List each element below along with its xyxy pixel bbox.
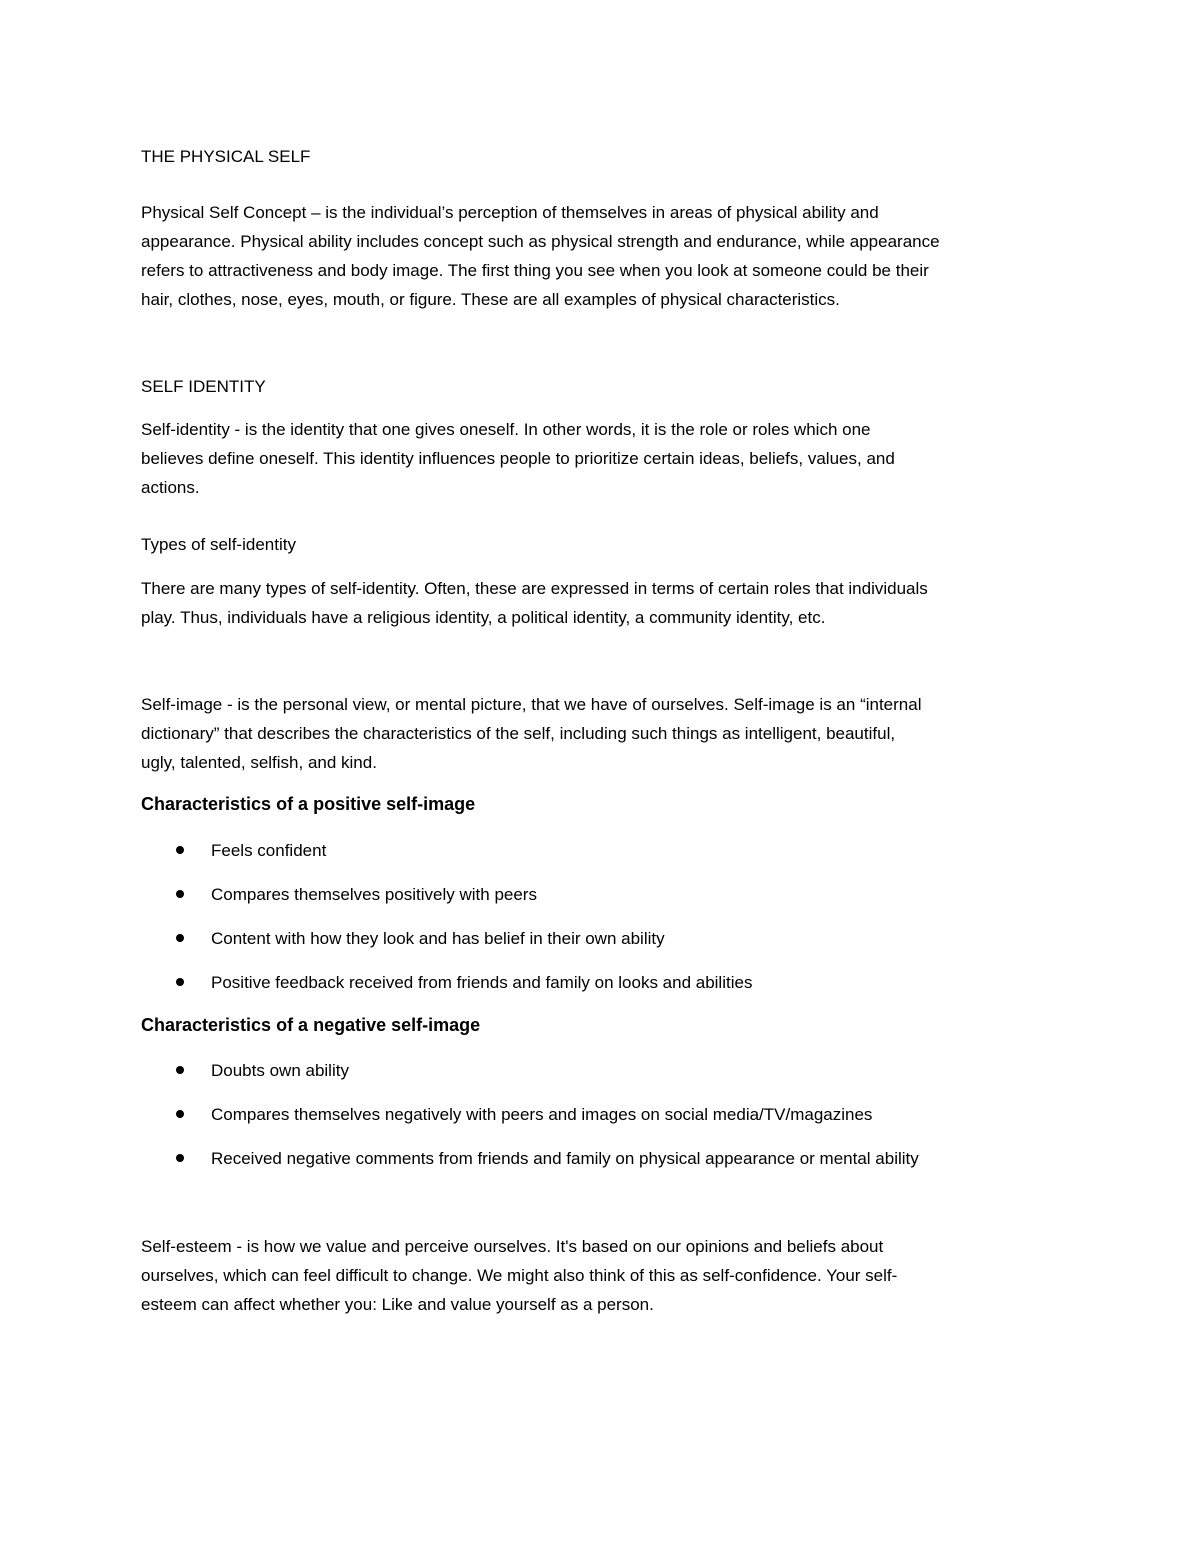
paragraph-line: believes define oneself. This identity influences people to prioritize certain ideas, beliefs, values, and [141, 449, 895, 468]
self-esteem-paragraph [141, 1232, 1066, 1319]
list-item-text: Compares themselves positively with peers [211, 885, 537, 904]
bullet-icon [176, 978, 184, 986]
list-item-text: Received negative comments from friends and family on physical appearance or mental ability [211, 1149, 919, 1168]
paragraph-line: Physical Self Concept – is the individual’s perception of themselves in areas of physical ability and [141, 203, 879, 222]
paragraph-line: ugly, talented, selfish, and kind. [141, 753, 377, 772]
bullet-icon [176, 934, 184, 942]
positive-self-image-heading: Characteristics of a positive self-image [141, 794, 476, 814]
paragraph-line: esteem can affect whether you: Like and value yourself as a person. [141, 1295, 654, 1314]
bullet-icon [176, 1066, 184, 1074]
physical-self-concept-paragraph [141, 198, 1066, 314]
list-item-text: Positive feedback received from friends and family on looks and abilities [211, 973, 753, 992]
list-item [141, 1144, 919, 1188]
list-item [141, 968, 752, 1012]
list-item [141, 924, 752, 968]
list-item-text: Compares themselves negatively with peers and images on social media/TV/magazines [211, 1105, 873, 1124]
types-paragraph [141, 574, 1066, 632]
self-identity-heading: SELF IDENTITY [141, 377, 266, 396]
paragraph-line: Self-identity - is the identity that one gives oneself. In other words, it is the role or roles which one [141, 420, 871, 439]
list-item-text: Feels confident [211, 841, 327, 860]
list-item-text: Doubts own ability [211, 1061, 349, 1080]
document-title: THE PHYSICAL SELF [141, 147, 311, 166]
list-item [141, 1100, 919, 1144]
self-identity-paragraph [141, 415, 1066, 502]
types-heading: Types of self-identity [141, 535, 296, 554]
bullet-icon [176, 1110, 184, 1118]
paragraph-line: appearance. Physical ability includes concept such as physical strength and endurance, while appearance [141, 232, 940, 251]
list-item-text: Content with how they look and has belief in their own ability [211, 929, 665, 948]
list-item [141, 1056, 919, 1100]
bullet-icon [176, 846, 184, 854]
list-item [141, 880, 752, 924]
paragraph-line: ourselves, which can feel difficult to change. We might also think of this as self-confidence. Your self- [141, 1266, 898, 1285]
document-page [141, 0, 1066, 1553]
paragraph-line: actions. [141, 478, 200, 497]
paragraph-line: play. Thus, individuals have a religious identity, a political identity, a community identity, etc. [141, 608, 826, 627]
bullet-icon [176, 890, 184, 898]
paragraph-line: There are many types of self-identity. Often, these are expressed in terms of certain roles that individuals [141, 579, 928, 598]
list-item [141, 836, 752, 880]
paragraph-line: dictionary” that describes the characteristics of the self, including such things as intelligent, beautiful, [141, 724, 896, 743]
paragraph-line: refers to attractiveness and body image. The first thing you see when you look at someone could be their [141, 261, 929, 280]
negative-self-image-heading: Characteristics of a negative self-image [141, 1015, 481, 1035]
paragraph-line: Self-image - is the personal view, or mental picture, that we have of ourselves. Self-image is an “internal [141, 695, 922, 714]
bullet-icon [176, 1154, 184, 1162]
positive-characteristics-list [141, 836, 752, 1012]
paragraph-line: hair, clothes, nose, eyes, mouth, or figure. These are all examples of physical characteristics. [141, 290, 840, 309]
negative-characteristics-list [141, 1056, 919, 1188]
self-image-paragraph [141, 690, 1066, 777]
paragraph-line: Self-esteem - is how we value and perceive ourselves. It's based on our opinions and beliefs about [141, 1237, 884, 1256]
